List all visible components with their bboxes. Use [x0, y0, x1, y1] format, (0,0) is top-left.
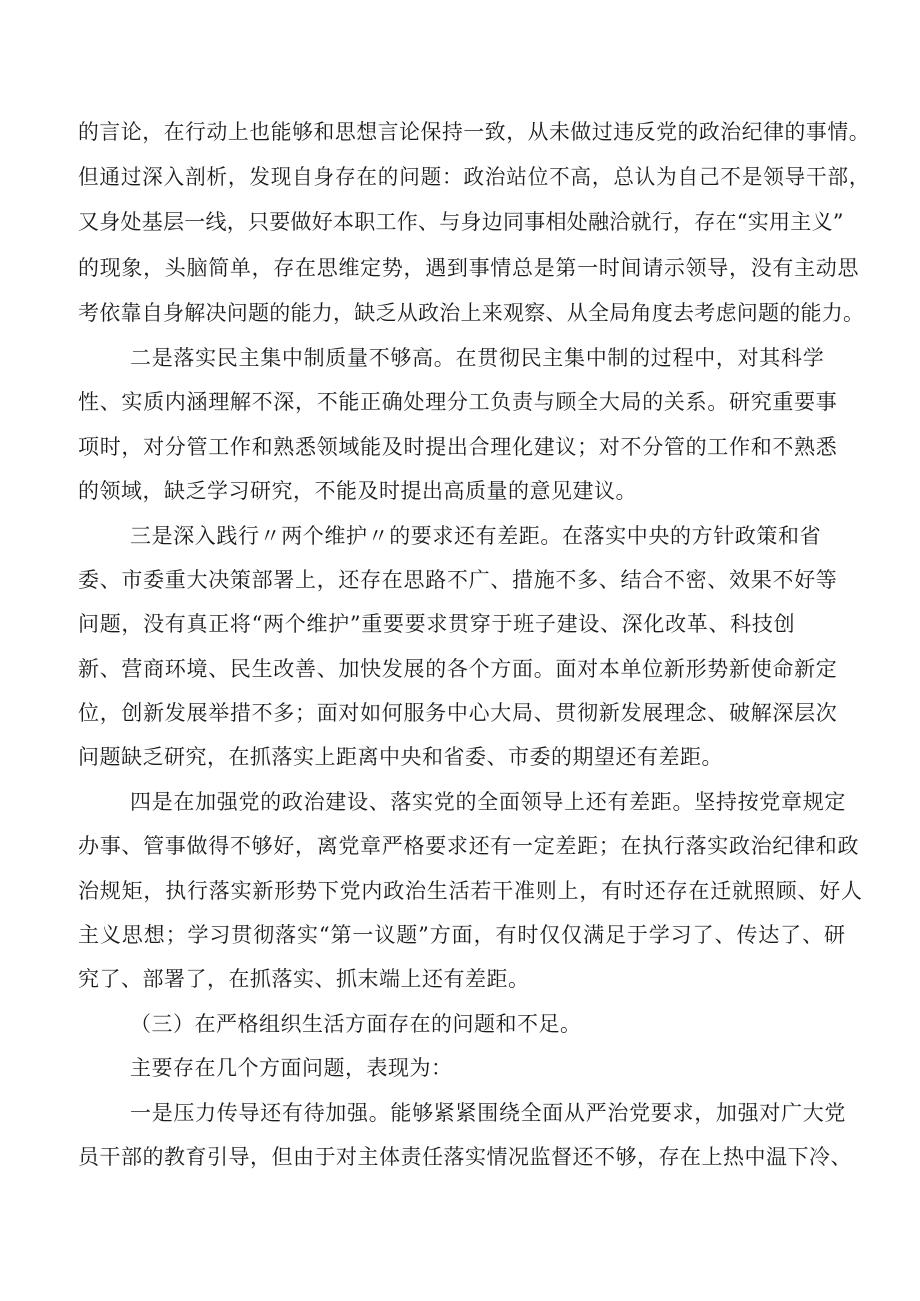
- text-line: 员干部的教育引导，但由于对主体责任落实情况监督还不够，存在上热中温下冷、: [78, 1145, 852, 1169]
- text-line: 委、市委重大决策部署上，还存在思路不广、措施不多、结合不密、效果不好等: [78, 568, 838, 592]
- text-line: 的言论，在行动上也能够和思想言论保持一致，从未做过违反党的政治纪律的事情。: [78, 120, 871, 144]
- text-line: 治规矩，执行落实新形势下党内政治生活若干准则上，有时还存在迁就照顾、好人: [78, 879, 863, 903]
- text-line: 主义思想；学习贯彻落实“第一议题”方面，有时仅仅满足于学习了、传达了、研: [78, 923, 846, 947]
- text-line: 新、营商环境、民生改善、加快发展的各个方面。面对本单位新形势新使命新定: [78, 657, 838, 681]
- paragraph-first-line: 一是压力传导还有待加强。能够紧紧围绕全面从严治党要求，加强对广大党: [130, 1101, 847, 1125]
- text-line: 究了、部署了，在抓落实、抓末端上还有差距。: [78, 967, 530, 991]
- paragraph-first-line: 主要存在几个方面问题，表现为：: [130, 1056, 453, 1080]
- text-line: 的现象，头脑简单，存在思维定势，遇到事情总是第一时间请示领导，没有主动思: [78, 256, 860, 280]
- text-line: 考依靠自身解决问题的能力，缺乏从政治上来观察、从全局角度去考虑问题的能力。: [78, 301, 865, 325]
- text-line: 但通过深入剖析，发现自身存在的问题：政治站位不高，总认为自己不是领导干部，: [78, 165, 871, 189]
- text-line: 办事、管事做得不够好，离党章严格要求还有一定差距；在执行落实政治纪律和政: [78, 834, 860, 858]
- text-line: 项时，对分管工作和熟悉领域能及时提出合理化建议；对不分管的工作和不熟悉: [78, 435, 838, 459]
- text-line: 又身处基层一线，只要做好本职工作、与身边同事相处融洽就行，存在“实用主义”: [78, 210, 844, 234]
- paragraph-first-line: 四是在加强党的政治建设、落实党的全面领导上还有差距。坚持按党章规定: [130, 790, 847, 814]
- text-line: 性、实质内涵理解不深，不能正确处理分工负责与顾全大局的关系。研究重要事: [78, 390, 838, 414]
- text-line: 位，创新发展举措不多；面对如何服务中心大局、贯彻新发展理念、破解深层次: [78, 701, 838, 725]
- section-heading: （三）在严格组织生活方面存在的问题和不足。: [130, 1012, 582, 1036]
- text-line: 问题缺乏研究，在抓落实上距离中央和省委、市委的期望还有差距。: [78, 745, 723, 769]
- text-line: 的领域，缺乏学习研究，不能及时提出高质量的意见建议。: [78, 479, 637, 503]
- paragraph-first-line: 二是落实民主集中制质量不够高。在贯彻民主集中制的过程中，对其科学: [130, 346, 825, 370]
- text-line: 问题，没有真正将“两个维护”重要要求贯穿于班子建设、深化改革、科技创: [78, 612, 796, 636]
- paragraph-first-line: 三是深入践行〃两个维护〃的要求还有差距。在落实中央的方针政策和省: [130, 524, 822, 548]
